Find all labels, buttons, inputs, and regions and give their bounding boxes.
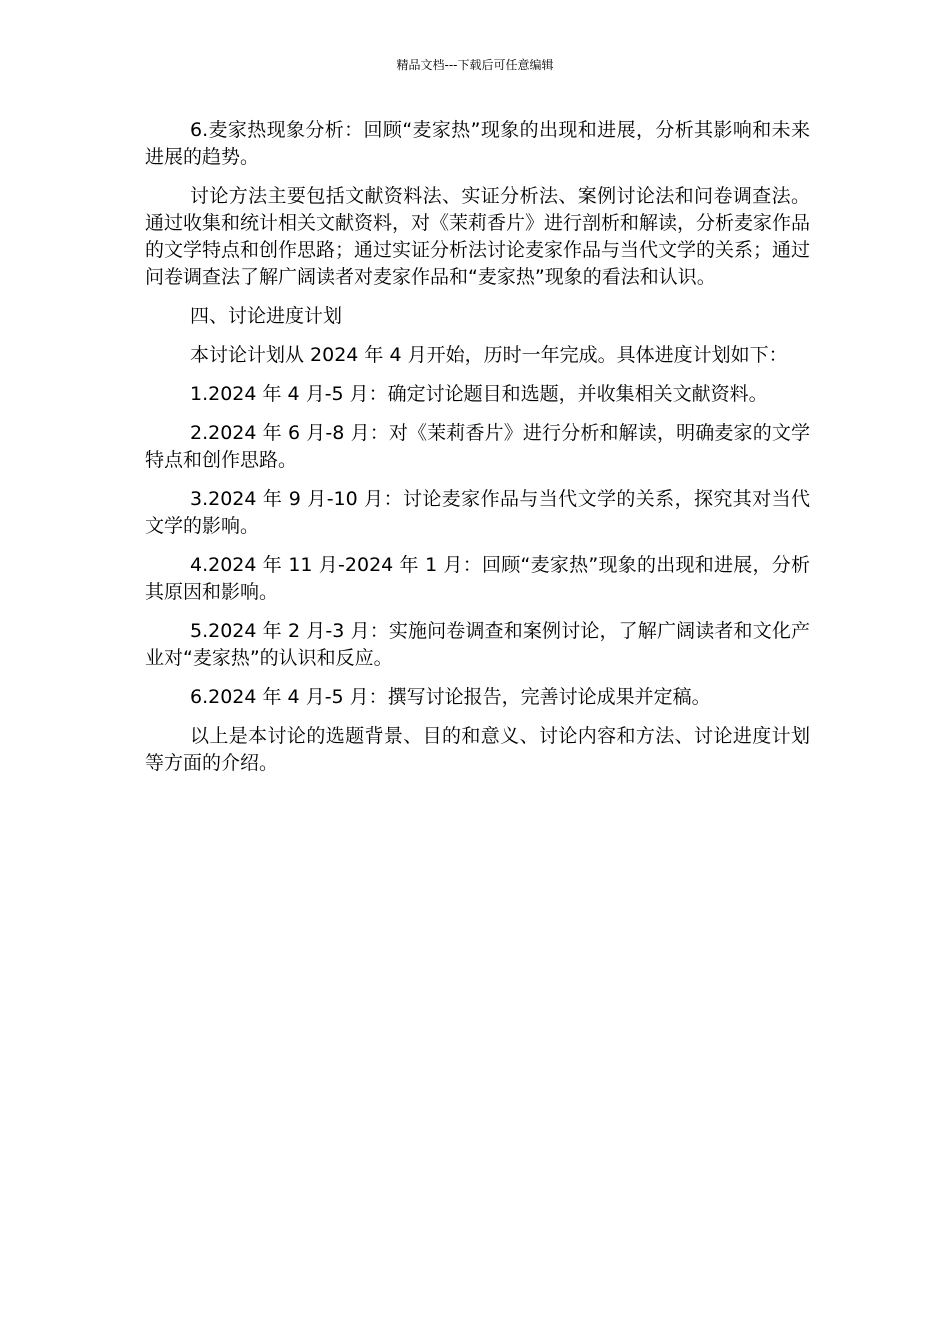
section-heading-schedule: 四、讨论进度计划 bbox=[190, 305, 343, 327]
paragraph-analysis-item-6: 6.麦家热现象分析：回顾“麦家热”现象的出现和进展，分析其影响和未来进展的趋势。 bbox=[145, 119, 810, 168]
schedule-item-4: 4.2024 年 11 月-2024 年 1 月：回顾“麦家热”现象的出现和进展，分析其原因和影响。 bbox=[145, 554, 810, 603]
paragraph-research-methods: 讨论方法主要包括文献资料法、实证分析法、案例讨论法和问卷调查法。通过收集和统计相关文献资料，对《茉莉香片》进行剖析和解读，分析麦家作品的文学特点和创作思路；通过实证分析法讨论麦家作品与当代文学的关系；通过问卷调查法了解广阔读者对麦家作品和“麦家热”现象的看法和认识。 bbox=[145, 185, 811, 288]
page-header: 精品文档---下载后可任意编辑 bbox=[396, 58, 554, 72]
document-body bbox=[145, 117, 810, 789]
schedule-item-1: 1.2024 年 4 月-5 月：确定讨论题目和选题，并收集相关文献资料。 bbox=[190, 383, 768, 405]
schedule-item-6: 6.2024 年 4 月-5 月：撰写讨论报告，完善讨论成果并定稿。 bbox=[190, 686, 711, 708]
paragraph-schedule-intro: 本讨论计划从 2024 年 4 月开始，历时一年完成。具体进度计划如下： bbox=[190, 344, 788, 366]
paragraph-conclusion: 以上是本讨论的选题背景、目的和意义、讨论内容和方法、讨论进度计划等方面的介绍。 bbox=[145, 725, 810, 774]
schedule-item-2: 2.2024 年 6 月-8 月：对《茉莉香片》进行分析和解读，明确麦家的文学特点和创作思路。 bbox=[145, 422, 810, 471]
schedule-item-3: 3.2024 年 9 月-10 月：讨论麦家作品与当代文学的关系，探究其对当代文学的影响。 bbox=[145, 488, 810, 537]
schedule-item-5: 5.2024 年 2 月-3 月：实施问卷调查和案例讨论，了解广阔读者和文化产业对“麦家热”的认识和反应。 bbox=[145, 620, 810, 669]
